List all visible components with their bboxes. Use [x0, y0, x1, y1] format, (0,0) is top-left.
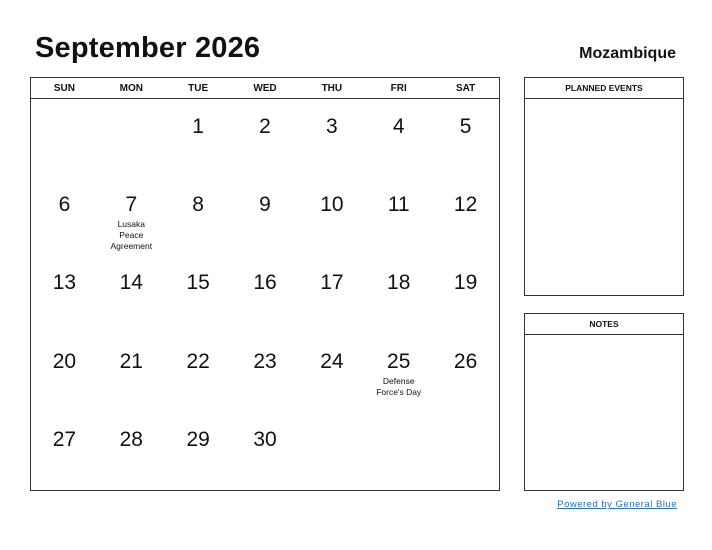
week-row — [31, 99, 499, 177]
calendar-grid — [30, 77, 500, 491]
day-number: 16 — [253, 271, 277, 295]
day-cell — [232, 412, 299, 490]
day-number: 10 — [320, 193, 344, 217]
day-number: 29 — [186, 427, 210, 451]
day-number: 12 — [453, 193, 478, 217]
day-number: 9 — [259, 193, 271, 217]
day-cell — [298, 177, 365, 255]
day-cell — [232, 255, 299, 333]
day-cell — [98, 412, 165, 490]
calendar-title: September 2026 — [35, 32, 261, 64]
week-row — [31, 334, 499, 412]
weekday-label: FRI — [390, 83, 407, 94]
day-number: 19 — [453, 271, 478, 295]
day-cell — [98, 177, 165, 255]
day-cell — [165, 255, 232, 333]
day-cell — [365, 255, 432, 333]
day-cell — [98, 99, 165, 177]
day-cell — [298, 99, 365, 177]
day-number: 4 — [392, 115, 405, 138]
day-number: 5 — [459, 115, 472, 138]
planned-events-panel — [524, 77, 684, 296]
day-cell — [232, 177, 299, 255]
day-cell — [31, 99, 98, 177]
day-number: 21 — [119, 349, 143, 373]
day-cell — [232, 334, 299, 412]
day-cell — [165, 334, 232, 412]
day-number: 7 — [125, 193, 138, 217]
day-cell — [365, 177, 432, 255]
day-cell — [298, 334, 365, 412]
day-number: 1 — [192, 115, 204, 138]
day-number: 20 — [52, 349, 77, 373]
day-cell — [432, 99, 499, 177]
day-cell — [31, 255, 98, 333]
day-number: 14 — [119, 271, 143, 295]
week-row — [31, 412, 499, 490]
country-name: Mozambique — [579, 45, 676, 62]
weekday-label: WED — [253, 83, 277, 94]
week-row — [31, 255, 499, 333]
day-number: 23 — [253, 349, 277, 373]
day-cell — [298, 255, 365, 333]
day-cell — [31, 334, 98, 412]
day-number: 8 — [192, 193, 204, 217]
day-number: 28 — [119, 427, 143, 451]
day-cell — [98, 334, 165, 412]
day-number: 3 — [326, 115, 338, 138]
powered-by-link[interactable]: Powered by General Blue — [557, 499, 677, 510]
planned-events-heading: PLANNED EVENTS — [525, 78, 683, 99]
day-number: 18 — [387, 271, 411, 295]
day-cell — [432, 412, 499, 490]
day-cell — [165, 177, 232, 255]
day-number: 13 — [52, 271, 77, 295]
day-cell — [365, 412, 432, 490]
day-number: 27 — [52, 427, 77, 451]
weekday-header — [31, 78, 499, 99]
calendar-weeks — [31, 99, 499, 490]
day-cell — [432, 255, 499, 333]
day-number: 17 — [320, 271, 344, 295]
day-number: 26 — [453, 349, 478, 373]
day-cell — [31, 177, 98, 255]
notes-heading: NOTES — [525, 314, 683, 335]
holiday-label: Lusaka Peace Agreement — [110, 219, 153, 252]
day-cell — [165, 412, 232, 490]
weekday-label: THU — [321, 83, 343, 94]
day-cell — [232, 99, 299, 177]
day-number: 2 — [259, 115, 271, 138]
day-number: 15 — [186, 271, 210, 295]
notes-panel — [524, 313, 684, 491]
day-number: 11 — [387, 193, 410, 217]
day-cell — [98, 255, 165, 333]
day-cell — [365, 334, 432, 412]
day-cell — [298, 412, 365, 490]
day-number: 24 — [320, 349, 344, 373]
day-cell — [432, 334, 499, 412]
day-cell — [432, 177, 499, 255]
weekday-label: TUE — [188, 83, 209, 94]
weekday-label: SUN — [53, 83, 75, 94]
weekday-label: MON — [119, 83, 143, 94]
holiday-label: Defense Force's Day — [376, 375, 422, 397]
week-row — [31, 177, 499, 255]
day-number: 30 — [253, 427, 277, 451]
day-cell — [31, 412, 98, 490]
weekday-label: SAT — [455, 83, 476, 94]
day-cell — [365, 99, 432, 177]
day-number: 22 — [186, 349, 210, 373]
day-number: 25 — [387, 349, 411, 373]
day-number: 6 — [58, 193, 71, 217]
day-cell — [165, 99, 232, 177]
